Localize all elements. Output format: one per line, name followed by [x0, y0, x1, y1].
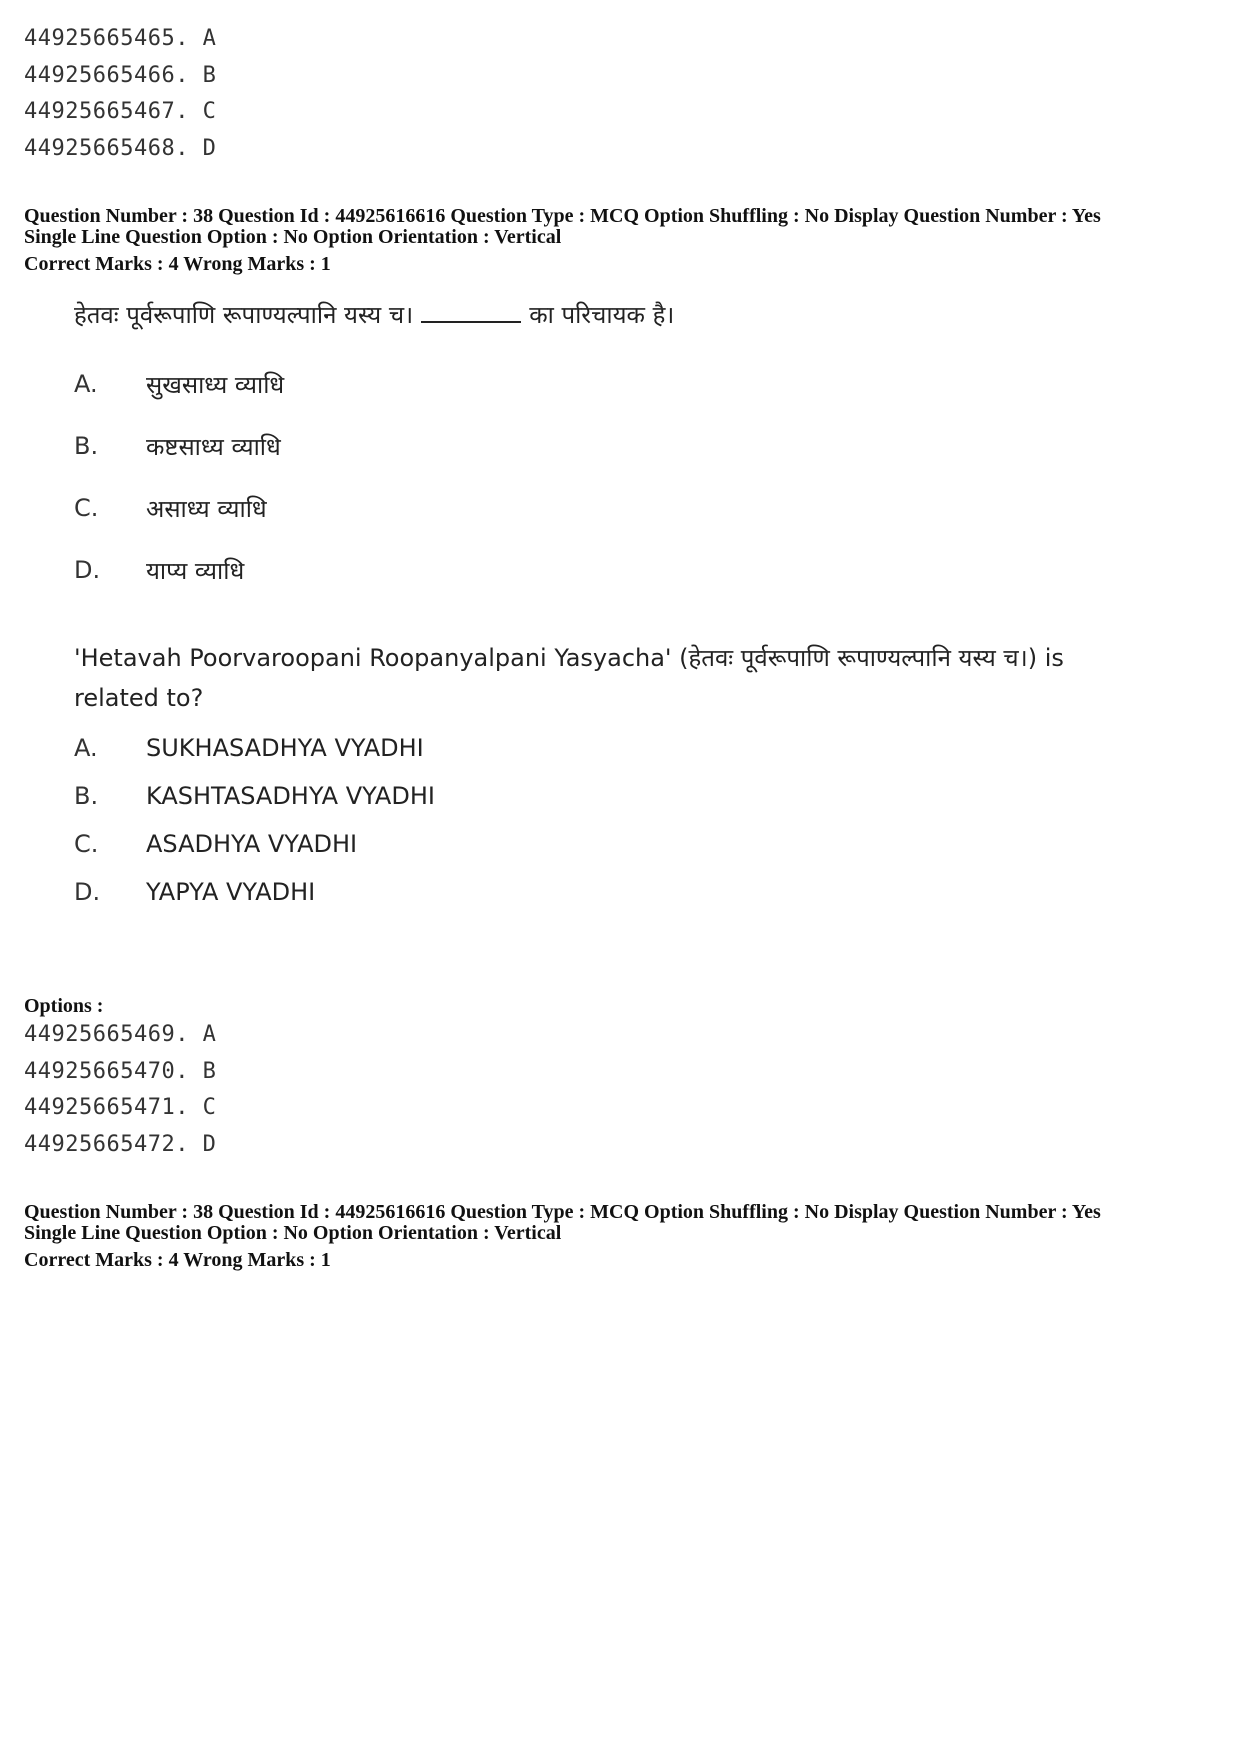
choice-letter: A. [74, 734, 98, 762]
option-id-item: 44925665472. D [24, 1131, 217, 1157]
choice-text: KASHTASADHYA VYADHI [146, 782, 435, 810]
marks-line: Correct Marks : 4 Wrong Marks : 1 [24, 1249, 331, 1271]
choice-text: ASADHYA VYADHI [146, 830, 358, 858]
choice-item [74, 724, 1134, 772]
choice-letter: B. [74, 782, 99, 810]
choice-text: YAPYA VYADHI [146, 878, 316, 906]
hindi-question [74, 295, 674, 601]
choice-text: असाध्य व्याधि [146, 494, 267, 523]
question-meta-line: Question Number : 38 Question Id : 44925616616 Question Type : MCQ Option Shuffling : No Display Question Number : Yes [24, 1201, 1101, 1223]
choice-letter: C. [74, 494, 99, 522]
choice-item [74, 868, 1134, 916]
choice-letter: B. [74, 432, 99, 460]
options-label: Options : [24, 995, 104, 1017]
marks-line: Correct Marks : 4 Wrong Marks : 1 [24, 253, 331, 275]
choice-item [74, 539, 674, 601]
english-question [74, 638, 1134, 916]
choice-letter: D. [74, 878, 101, 906]
choice-letter: A. [74, 370, 98, 398]
question-meta-block [24, 1202, 1101, 1271]
question-meta-block [24, 206, 1101, 275]
option-id-item: 44925665470. B [24, 1058, 217, 1084]
top-option-list [24, 21, 216, 167]
choice-item [74, 415, 674, 477]
hindi-choice-list [74, 353, 674, 601]
question-meta-line: Question Number : 38 Question Id : 44925616616 Question Type : MCQ Option Shuffling : No Display Question Number : Yes [24, 205, 1101, 227]
english-choice-list [74, 724, 1134, 916]
bottom-option-list [24, 1017, 216, 1163]
choice-letter: C. [74, 830, 99, 858]
option-id-item: 44925665471. C [24, 1095, 217, 1120]
option-id-item: 44925665469. A [24, 1022, 217, 1047]
hindi-question-text: हेतवः पूर्वरूपाणि रूपाण्यल्पानि यस्य च। का परिचायक है। [74, 301, 675, 329]
choice-text: SUKHASADHYA VYADHI [146, 734, 424, 762]
choice-item [74, 820, 1134, 868]
option-id-item: 44925665467. C [24, 99, 217, 124]
question-meta-line: Single Line Question Option : No Option Orientation : Vertical [24, 226, 562, 248]
choice-item [74, 353, 674, 415]
option-id-item: 44925665468. D [24, 135, 217, 161]
choice-item [74, 477, 674, 539]
choice-letter: D. [74, 556, 101, 584]
choice-text: याप्य व्याधि [146, 556, 245, 585]
question-meta-line: Single Line Question Option : No Option Orientation : Vertical [24, 1222, 562, 1244]
choice-text: कष्टसाध्य व्याधि [146, 432, 281, 461]
choice-item [74, 772, 1134, 820]
answer-blank [421, 299, 521, 323]
english-question-text: 'Hetavah Poorvaroopani Roopanyalpani Yasyacha' (हेतवः पूर्वरूपाणि रूपाण्यल्पानि यस्य च।) is related to? [74, 644, 1064, 712]
choice-text: सुखसाध्य व्याधि [146, 370, 285, 399]
option-id-item: 44925665465. A [24, 26, 217, 51]
option-id-item: 44925665466. B [24, 62, 217, 88]
